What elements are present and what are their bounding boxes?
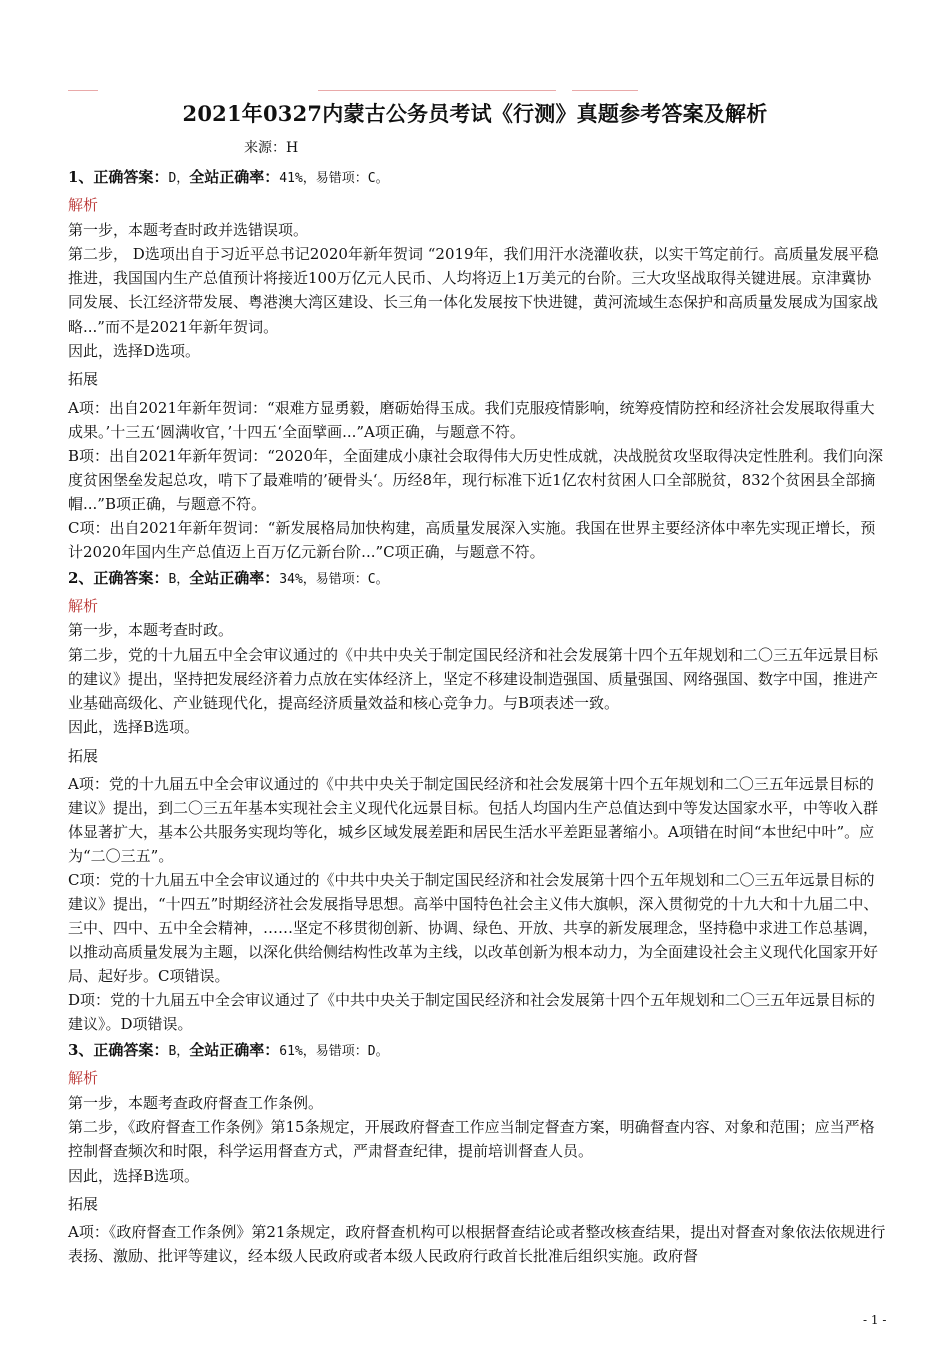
analysis-label: 解析 (68, 196, 99, 215)
option-explanation: C项：出自2021年新年贺词：“新发展格局加快构建，高质量发展深入实施。我国在世界主要经济体中率先实现正增长，预计2020年国内生产总值迈上百万亿元新台阶...”C项正确，与题意不符。 (68, 518, 876, 561)
expand-label: 拓展 (68, 1194, 99, 1213)
question-header (68, 165, 886, 191)
analysis-label: 解析 (68, 1069, 99, 1088)
option-explanation: C项：党的十九届五中全会审议通过的《中共中央关于制定国民经济和社会发展第十四个五年规划和二〇三五年远景目标的建议》提出，“十四五”时期经济社会发展指导思想。高举中国特色社会主义伟大旗帜，深入贯彻党的十九大和十九届二中、三中、四中、五中全会精神，……坚定不移贯彻创新、协调、绿色、开放、共享的新发展理念，坚持稳中求进工作总基调，以推动高质量发展为主题，以深化供给侧结构性改革为主线，以改革创新为根本动力，为全面建设社会主义现代化国家开好局、起好步。C项错误。 (68, 871, 879, 986)
page-number: - 1 - (863, 1313, 887, 1327)
correct-answer: B， (168, 1044, 190, 1060)
expand-label: 拓展 (68, 746, 99, 765)
analysis-step: 因此，选择B选项。 (68, 718, 200, 737)
analysis-step: 第一步，本题考查时政并选错误项。 (68, 220, 309, 239)
document-body (68, 163, 886, 1268)
correct-answer: D， (168, 171, 190, 186)
question-number: 3、正确答案： (68, 1041, 169, 1060)
question-number: 2、正确答案： (68, 568, 169, 587)
page-title: 2021年0327内蒙古公务员考试《行测》真题参考答案及解析 (182, 101, 768, 126)
accuracy-value: 34%，易错项：C。 (279, 571, 389, 587)
question-number: 1、正确答案： (68, 168, 169, 186)
option-explanation: A项：出自2021年新年贺词：“艰难方显勇毅，磨砺始得玉成。我们克服疫情影响，统筹疫情防控和经济社会发展取得重大成果。’十三五‘圆满收官，’十四五‘全面擘画...”A项正确，与题意不符。 (68, 398, 875, 441)
question-header (68, 566, 886, 592)
analysis-label: 解析 (68, 596, 99, 615)
analysis-step: 第一步，本题考查时政。 (68, 621, 234, 640)
analysis-step: 第二步，《政府督查工作条例》第15条规定，开展政府督查工作应当制定督查方案，明确督查内容、对象和范围；应当严格控制督查频次和时限，科学运用督查方式，严肃督查纪律，提前培训督查人员。 (68, 1117, 875, 1161)
question-block (68, 566, 886, 1036)
question-header (68, 1038, 886, 1064)
accuracy-label: 全站正确率： (189, 568, 280, 587)
question-block (68, 165, 886, 564)
analysis-step: 第二步， D选项出自于习近平总书记2020年新年贺词 “2019年，我们用汗水浇灌收获，以实干笃定前行。高质量发展平稳推进，我国国内生产总值预计将接近100万亿元人民币、人均将迈上1万美元的台阶。三大攻坚战取得关键进展。京津冀协同发展、长江经济带发展、粤港澳大湾区建设、长三角一体化发展按下快进键，黄河流域生态保护和高质量发展成为国家战略...”而不是2021年新年贺词。 (68, 244, 879, 336)
correct-answer: B， (168, 571, 190, 587)
analysis-step: 因此，选择D选项。 (68, 342, 201, 361)
question-block (68, 1038, 886, 1268)
accuracy-label: 全站正确率： (189, 168, 280, 186)
header-decoration-line (68, 90, 98, 91)
analysis-step: 第一步，本题考查政府督查工作条例。 (68, 1093, 324, 1112)
accuracy-label: 全站正确率： (189, 1041, 280, 1060)
accuracy-value: 61%，易错项：D。 (279, 1044, 389, 1060)
accuracy-value: 41%，易错项：C。 (279, 171, 389, 186)
header-decoration-line (318, 90, 556, 91)
analysis-step: 因此，选择B选项。 (68, 1166, 200, 1185)
analysis-step: 第二步，党的十九届五中全会审议通过的《中共中央关于制定国民经济和社会发展第十四个五年规划和二〇三五年远景目标的建议》提出，坚持把发展经济着力点放在实体经济上，坚定不移建设制造强国、质量强国、网络强国、数字中国，推进产业基础高级化、产业链现代化，提高经济质量效益和核心竞争力。与B项表述一致。 (68, 645, 879, 713)
expand-label: 拓展 (68, 370, 99, 389)
source-label: 来源：H (244, 140, 299, 156)
option-explanation: A项：党的十九届五中全会审议通过的《中共中央关于制定国民经济和社会发展第十四个五年规划和二〇三五年远景目标的建议》提出，到二〇三五年基本实现社会主义现代化远景目标。包括人均国内生产总值达到中等发达国家水平，中等收入群体显著扩大，基本公共服务实现均等化，城乡区域发展差距和居民生活水平差距显著缩小。A项错在时间“本世纪中叶”。应为“二〇三五”。 (68, 775, 879, 866)
option-explanation: A项：《政府督查工作条例》第21条规定，政府督查机构可以根据督查结论或者整改核查结果，提出对督查对象依法依规进行表扬、激励、批评等建议，经本级人民政府或者本级人民政府行政首长批准后组织实施。政府督 (68, 1223, 886, 1266)
option-explanation: B项：出自2021年新年贺词：“2020年，全面建成小康社会取得伟大历史性成就，决战脱贫攻坚取得决定性胜利。我们向深度贫困堡垒发起总攻，啃下了最难啃的’硬骨头‘。历经8年，现行标准下近1亿农村贫困人口全部脱贫，832个贫困县全部摘帽...”B项正确，与题意不符。 (68, 446, 884, 513)
option-explanation: D项：党的十九届五中全会审议通过了《中共中央关于制定国民经济和社会发展第十四个五年规划和二〇三五年远景目标的建议》。D项错误。 (68, 991, 876, 1034)
header-decoration-line (572, 90, 638, 91)
